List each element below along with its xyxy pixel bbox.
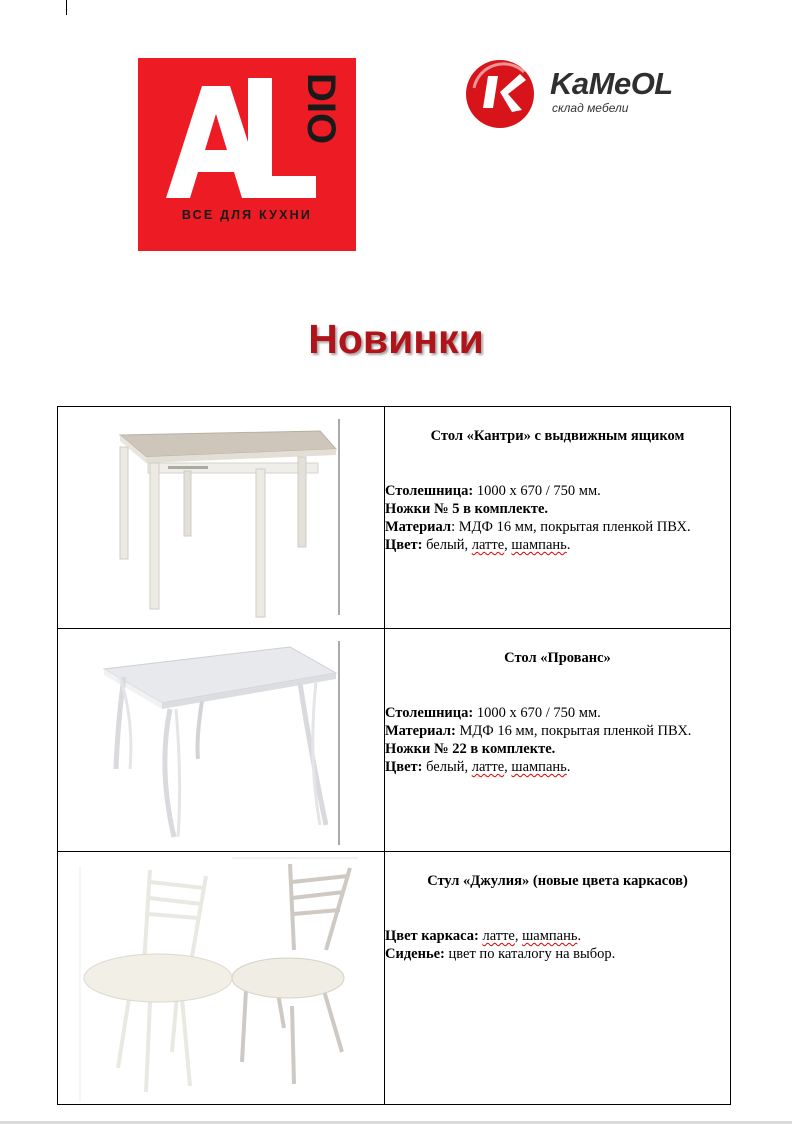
product-title: Стол «Прованс» (504, 650, 611, 666)
country-table-illustration (58, 407, 384, 628)
provence-table-illustration (58, 629, 384, 851)
spec-line: Столешница: 1000 х 670 / 750 мм. (385, 483, 601, 499)
spec-line: Столешница: 1000 х 670 / 750 мм. (385, 705, 601, 721)
aldio-tagline: ВСЕ ДЛЯ КУХНИ (181, 208, 313, 222)
spec-line: Ножки № 5 в комплекте. (385, 501, 549, 517)
product-row (58, 407, 731, 629)
product-image-cell (58, 629, 385, 852)
spec-line: Материал: МДФ 16 мм, покрытая пленкой ПВХ. (385, 723, 692, 739)
spec-line: Цвет каркаса: латте, шампань. (385, 928, 582, 944)
product-description (385, 629, 731, 852)
kameol-emblem-icon (462, 58, 546, 130)
kameol-subtitle: склад мебели (552, 101, 629, 115)
spec-line: Ножки № 22 в комплекте. (385, 741, 556, 757)
aldio-logo (138, 58, 356, 251)
kameol-logo (462, 58, 718, 130)
julia-chair-illustration (58, 852, 384, 1104)
spec-line: Цвет: белый, латте, шампань. (385, 537, 571, 553)
kameol-name: KaMeOL (550, 66, 673, 101)
product-row (58, 852, 731, 1105)
text-cursor (66, 0, 67, 15)
product-image-cell (58, 852, 385, 1105)
page-title: Новинки (308, 316, 484, 362)
spec-line: Материал: МДФ 16 мм, покрытая пленкой ПВХ. (385, 519, 691, 535)
product-description (385, 852, 731, 1105)
product-description (385, 407, 731, 629)
spec-line: Цвет: белый, латте, шампань. (385, 759, 571, 775)
product-image-cell (58, 407, 385, 629)
product-title: Стул «Джулия» (новые цвета каркасов) (427, 873, 688, 889)
products-table (57, 406, 731, 1105)
aldio-dio-text: DIO (299, 73, 343, 145)
spec-line: Сиденье: цвет по каталогу на выбор. (385, 946, 616, 962)
product-title: Стол «Кантри» с выдвижным ящиком (430, 428, 685, 444)
product-row (58, 629, 731, 852)
